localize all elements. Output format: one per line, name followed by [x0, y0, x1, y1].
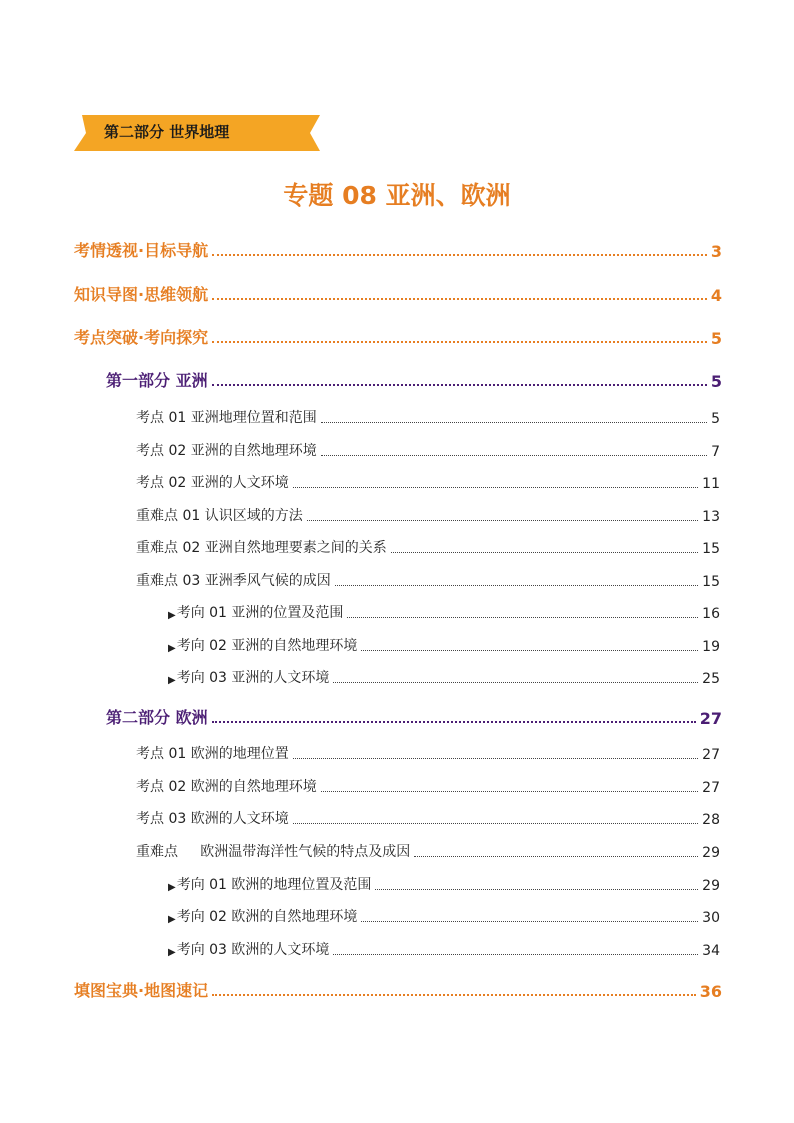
triangle-right-icon: ▶	[168, 914, 176, 925]
toc-page-number: 36	[699, 982, 722, 1001]
toc-label: 考向 02 亚洲的自然地理环境	[176, 638, 358, 654]
triangle-right-icon: ▶	[168, 675, 176, 686]
toc-leader-dots	[361, 920, 698, 922]
toc-label: 考点 02 欧洲的自然地理环境	[136, 779, 317, 795]
toc-page-number: 4	[710, 286, 722, 305]
toc-label: 考向 01 亚洲的位置及范围	[176, 605, 344, 621]
toc-page-number: 25	[702, 671, 720, 687]
toc-page-number: 7	[711, 444, 720, 460]
toc-leader-dots	[212, 297, 707, 300]
toc-page-number: 5	[710, 372, 722, 391]
toc-entry[interactable]	[136, 537, 720, 557]
toc-leader-dots	[321, 790, 698, 792]
toc-entry[interactable]	[168, 906, 720, 926]
toc-leader-dots	[333, 681, 698, 683]
toc-entry-overview[interactable]	[74, 238, 722, 261]
toc-page-number: 27	[702, 747, 720, 763]
toc-label: 考点 02 亚洲的自然地理环境	[136, 443, 317, 459]
toc-leader-dots	[347, 616, 698, 618]
toc-page-number: 3	[710, 242, 722, 261]
triangle-right-icon: ▶	[168, 610, 176, 621]
toc-leader-dots	[212, 253, 707, 256]
toc-entry-breakthrough[interactable]	[74, 325, 722, 348]
toc-page-number: 15	[702, 574, 720, 590]
toc-entry[interactable]	[136, 472, 720, 492]
toc-label: 考情透视·目标导航	[74, 241, 209, 260]
toc-entry[interactable]	[168, 667, 720, 687]
toc-entry[interactable]	[168, 635, 720, 655]
toc-label: 重难点 02 亚洲自然地理要素之间的关系	[136, 540, 387, 556]
page-title: 专题 08 亚洲、欧洲	[283, 181, 511, 210]
toc-entry-part1-asia[interactable]	[106, 368, 722, 391]
toc-leader-dots	[321, 454, 707, 456]
toc-page-number: 5	[711, 411, 720, 427]
toc-leader-dots	[212, 720, 696, 723]
toc-page-number: 16	[702, 606, 720, 622]
toc-page-number: 27	[699, 709, 722, 728]
toc-page-number: 30	[702, 910, 720, 926]
toc-leader-dots	[333, 953, 698, 955]
toc-page-number: 19	[702, 639, 720, 655]
toc-label: 填图宝典·地图速记	[74, 981, 209, 1000]
toc-label: 考点 03 欧洲的人文环境	[136, 811, 289, 827]
toc-label: 重难点 欧洲温带海洋性气候的特点及成因	[136, 844, 411, 860]
toc-leader-dots	[414, 855, 698, 857]
toc-label: 第一部分 亚洲	[106, 371, 208, 390]
toc-entry[interactable]	[136, 505, 720, 525]
toc-label: 考点 01 亚洲地理位置和范围	[136, 410, 317, 426]
toc-entry[interactable]	[136, 440, 720, 460]
toc-leader-dots	[212, 340, 707, 343]
toc-entry[interactable]	[168, 874, 720, 894]
section-banner	[74, 113, 324, 153]
toc-leader-dots	[375, 888, 698, 890]
toc-label: 考点突破·考向探究	[74, 328, 209, 347]
toc-entry-map-notes[interactable]	[74, 978, 722, 1001]
toc-label: 重难点 03 亚洲季风气候的成因	[136, 573, 331, 589]
toc-leader-dots	[335, 584, 698, 586]
toc-page-number: 29	[702, 878, 720, 894]
toc-entry[interactable]	[136, 808, 720, 828]
banner-text: 第二部分 世界地理	[104, 123, 230, 141]
toc-page-number: 29	[702, 845, 720, 861]
toc-label: 考点 01 欧洲的地理位置	[136, 746, 289, 762]
toc-page-number: 34	[702, 943, 720, 959]
toc-entry[interactable]	[136, 407, 720, 427]
toc-page-number: 27	[702, 780, 720, 796]
toc-leader-dots	[321, 421, 707, 423]
toc-page-number: 28	[702, 812, 720, 828]
toc-label: 重难点 01 认识区域的方法	[136, 508, 303, 524]
toc-label: 考向 03 欧洲的人文环境	[176, 942, 330, 958]
toc-entry[interactable]	[136, 570, 720, 590]
toc-label: 考向 01 欧洲的地理位置及范围	[176, 877, 372, 893]
toc-leader-dots	[293, 486, 698, 488]
toc-entry-mindmap[interactable]	[74, 282, 722, 305]
toc-entry[interactable]	[136, 841, 720, 861]
toc-entry[interactable]	[136, 743, 720, 763]
toc-leader-dots	[361, 649, 698, 651]
toc-entry[interactable]	[136, 776, 720, 796]
triangle-right-icon: ▶	[168, 643, 176, 654]
toc-page-number: 11	[702, 476, 720, 492]
toc-entry[interactable]	[168, 602, 720, 622]
toc-page-number: 13	[702, 509, 720, 525]
toc-label: 考向 03 亚洲的人文环境	[176, 670, 330, 686]
toc-label: 知识导图·思维领航	[74, 285, 209, 304]
toc-entry[interactable]	[168, 939, 720, 959]
toc-label: 第二部分 欧洲	[106, 708, 208, 727]
toc-leader-dots	[212, 383, 707, 386]
toc-page-number: 5	[710, 329, 722, 348]
toc-leader-dots	[293, 822, 698, 824]
triangle-right-icon: ▶	[168, 947, 176, 958]
toc-leader-dots	[307, 519, 698, 521]
toc-leader-dots	[293, 757, 698, 759]
triangle-right-icon: ▶	[168, 882, 176, 893]
toc-label: 考点 02 亚洲的人文环境	[136, 475, 289, 491]
toc-leader-dots	[391, 551, 698, 553]
toc-entry-part2-europe[interactable]	[106, 705, 722, 728]
toc-leader-dots	[212, 993, 696, 996]
toc-page-number: 15	[702, 541, 720, 557]
toc-label: 考向 02 欧洲的自然地理环境	[176, 909, 358, 925]
